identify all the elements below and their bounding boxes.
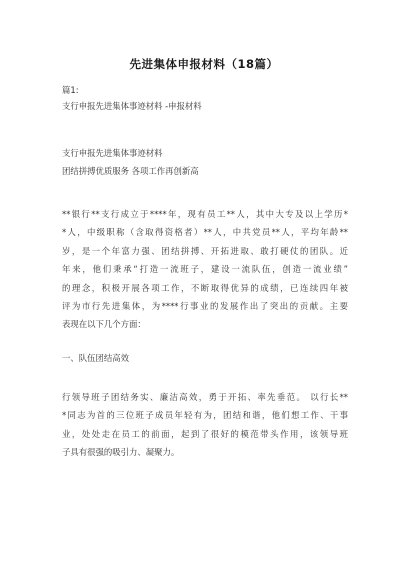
paragraph-line: *同志为首的三位班子成员年轻有为，团结和谐，他们想工作、干事 [62, 410, 348, 421]
section-paragraph [62, 388, 348, 462]
paragraph-line: 表现在以下几个方面： [62, 319, 146, 330]
paragraph-line: 年来，他们秉承“打造一流班子，建设一流队伍，创造一流业绩” [62, 264, 348, 275]
section-label: 篇1: [62, 85, 79, 95]
heading: 支行申报先进集体事迹材料 [62, 148, 163, 158]
paragraph-line: 子具有很强的吸引力、凝聚力。 [62, 447, 180, 458]
paragraph-line: *人，中级职称（含取得资格者）**人，中共党员**人，平均年龄** [62, 227, 348, 238]
subheading: 团结拼搏优质服务 各项工作再创新高 [62, 166, 199, 176]
paragraph-line: 岁，是一个年富力强、团结拼搏、开拓进取、敢打硬仗的团队。近 [62, 245, 348, 256]
paragraph-line: 的理念，积极开展各项工作，不断取得优异的成绩，已连续四年被 [62, 282, 348, 293]
document-title: 先进集体申报材料（18篇） [129, 57, 279, 71]
section-heading: 一、队伍团结高效 [62, 353, 129, 363]
paragraph-line: 评为市行先进集体，为****行事业的发展作出了突出的贡献。主要 [62, 300, 348, 311]
paragraph-line: **银行**支行成立于****年，现有员工**人，其中大专及以上学历* [62, 209, 348, 219]
intro-paragraph [62, 205, 348, 334]
paragraph-line: 行领导班子团结务实、廉洁高效，勇于开拓、率先垂范。 以行长** [62, 392, 348, 402]
paragraph-line: 业，处处走在员工的前面，起到了很好的模范带头作用，该领导班 [62, 428, 348, 439]
document-subtitle: 支行申报先进集体事迹材料 -申报材料 [62, 101, 202, 111]
